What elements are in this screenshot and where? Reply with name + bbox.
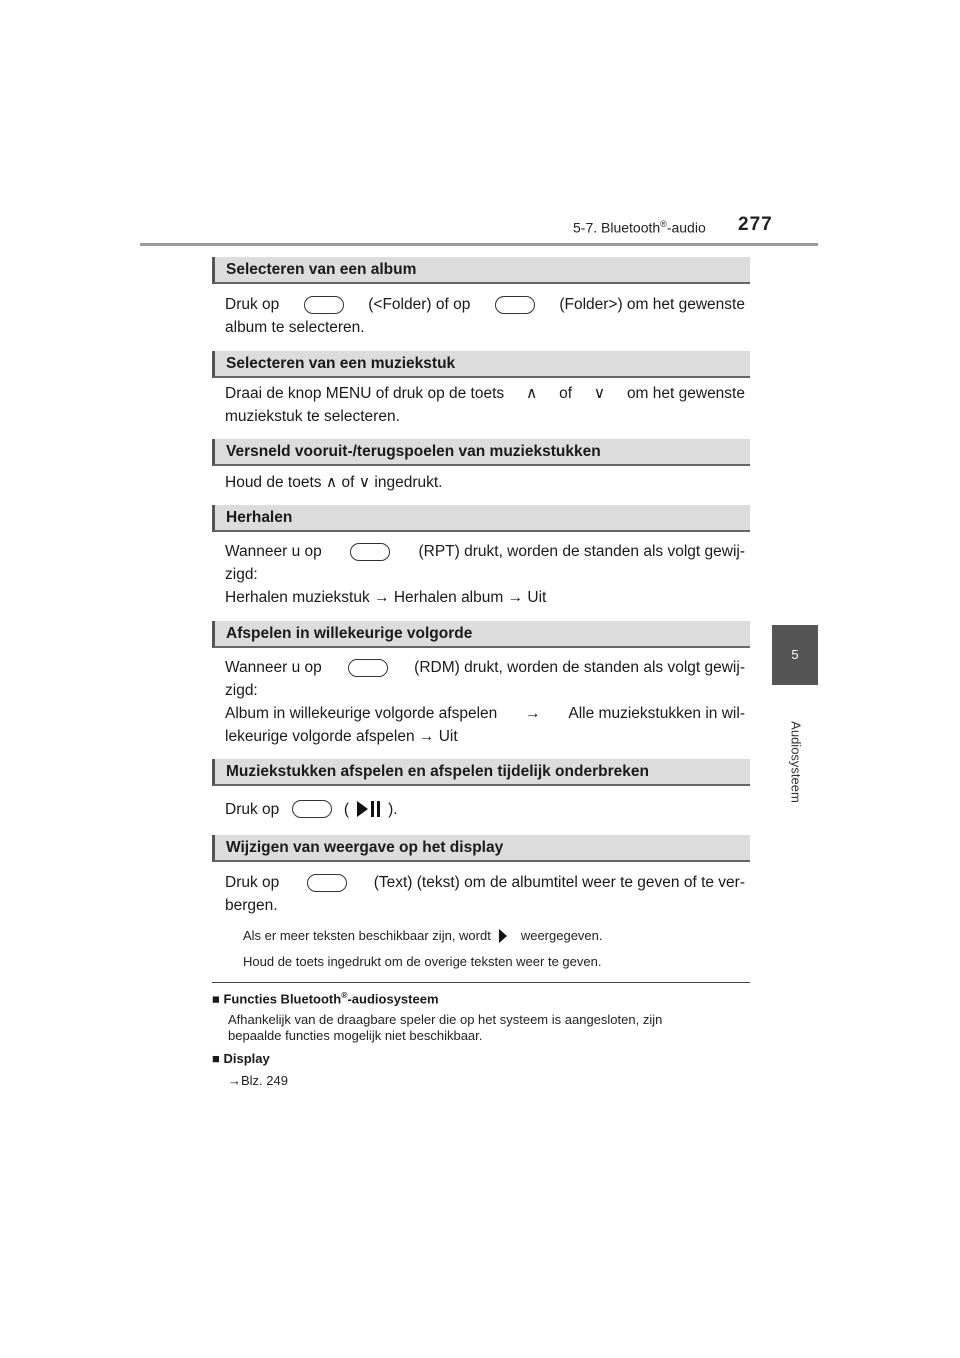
arrow-right-icon: → (228, 1073, 241, 1088)
text-button-icon (307, 874, 347, 892)
tune-down-button-icon (304, 296, 344, 314)
repeat-paragraph: Wanneer u op (RPT) drukt, worden de standen als volgt gewij- zigd: Herhalen muziekstuk → Herhalen album → Uit (225, 543, 745, 606)
section-heading-repeat: Herhalen (212, 505, 750, 532)
section-heading-track: Selecteren van een muziekstuk (212, 351, 750, 378)
arrow-right-icon: → (507, 589, 524, 606)
display-note-1: Als er meer teksten beschikbaar zijn, wordt weergegeven. (243, 928, 603, 943)
arrow-right-icon: → (374, 589, 390, 606)
down-arrow-icon: ∨ (358, 474, 371, 491)
arrow-right-icon: → (525, 705, 541, 722)
album-paragraph: Druk op (<Folder) of op (Folder>) om het gewenste album te selecteren. (225, 296, 745, 336)
section-heading-playpause: Muziekstukken afspelen en afspelen tijdelijk onderbreken (212, 759, 750, 786)
section-heading-display: Wijzigen van weergave op het display (212, 835, 750, 862)
note-body-bluetooth: Afhankelijk van de draagbare speler die op het systeem is aangesloten, zijn bepaalde functies mogelijk niet beschikbaar. (228, 1012, 663, 1043)
page-number: 277 (738, 214, 773, 235)
more-text-arrow-icon (499, 929, 507, 943)
note-heading-display: ■ Display (212, 1051, 270, 1066)
display-note-2: Houd de toets ingedrukt om de overige teksten weer te geven. (243, 954, 602, 969)
tune-up-button-icon (495, 296, 535, 314)
down-arrow-icon: ∨ (593, 385, 606, 402)
note-ref-display[interactable]: →Blz. 249 (228, 1073, 288, 1088)
section-path: 5-7. Bluetooth®-audio (573, 219, 706, 236)
random-paragraph: Wanneer u op (RDM) drukt, worden de standen als volgt gewij- zigd: Album in willekeurige volgorde afspelen → Alle muziekstukken in wil- lekeurige volgorde afspelen → Uit (225, 659, 745, 745)
display-paragraph: Druk op (Text) (tekst) om de albumtitel weer te geven of te ver- bergen. (225, 874, 745, 914)
playpause-paragraph: Druk op ( ). (225, 801, 398, 818)
up-arrow-icon: ∧ (525, 385, 538, 402)
section-heading-album: Selecteren van een album (212, 257, 750, 284)
rpt-button-icon (350, 543, 390, 561)
play-pause-icon (357, 801, 380, 817)
section-heading-random: Afspelen in willekeurige volgorde (212, 621, 750, 648)
notes-divider (212, 982, 750, 983)
seek-paragraph: Houd de toets ∧ of ∨ ingedrukt. (225, 474, 443, 491)
rdm-button-icon (348, 659, 388, 677)
note-heading-bluetooth: ■ Functies Bluetooth®-audiosysteem (212, 990, 439, 1007)
bullet-icon: ■ (212, 991, 220, 1007)
play-pause-button-icon (292, 800, 332, 818)
track-paragraph: Draai de knop MENU of druk op de toets ∧ of ∨ om het gewenste muziekstuk te selecteren. (225, 382, 745, 428)
chapter-tab[interactable]: 5 (772, 625, 818, 685)
header-rule (140, 243, 818, 246)
section-heading-seek: Versneld vooruit-/terugspoelen van muziekstukken (212, 439, 750, 466)
chapter-label: Audiosysteem (788, 721, 804, 803)
up-arrow-icon: ∧ (325, 474, 338, 491)
arrow-right-icon: → (418, 728, 435, 745)
bullet-icon: ■ (212, 1051, 220, 1066)
